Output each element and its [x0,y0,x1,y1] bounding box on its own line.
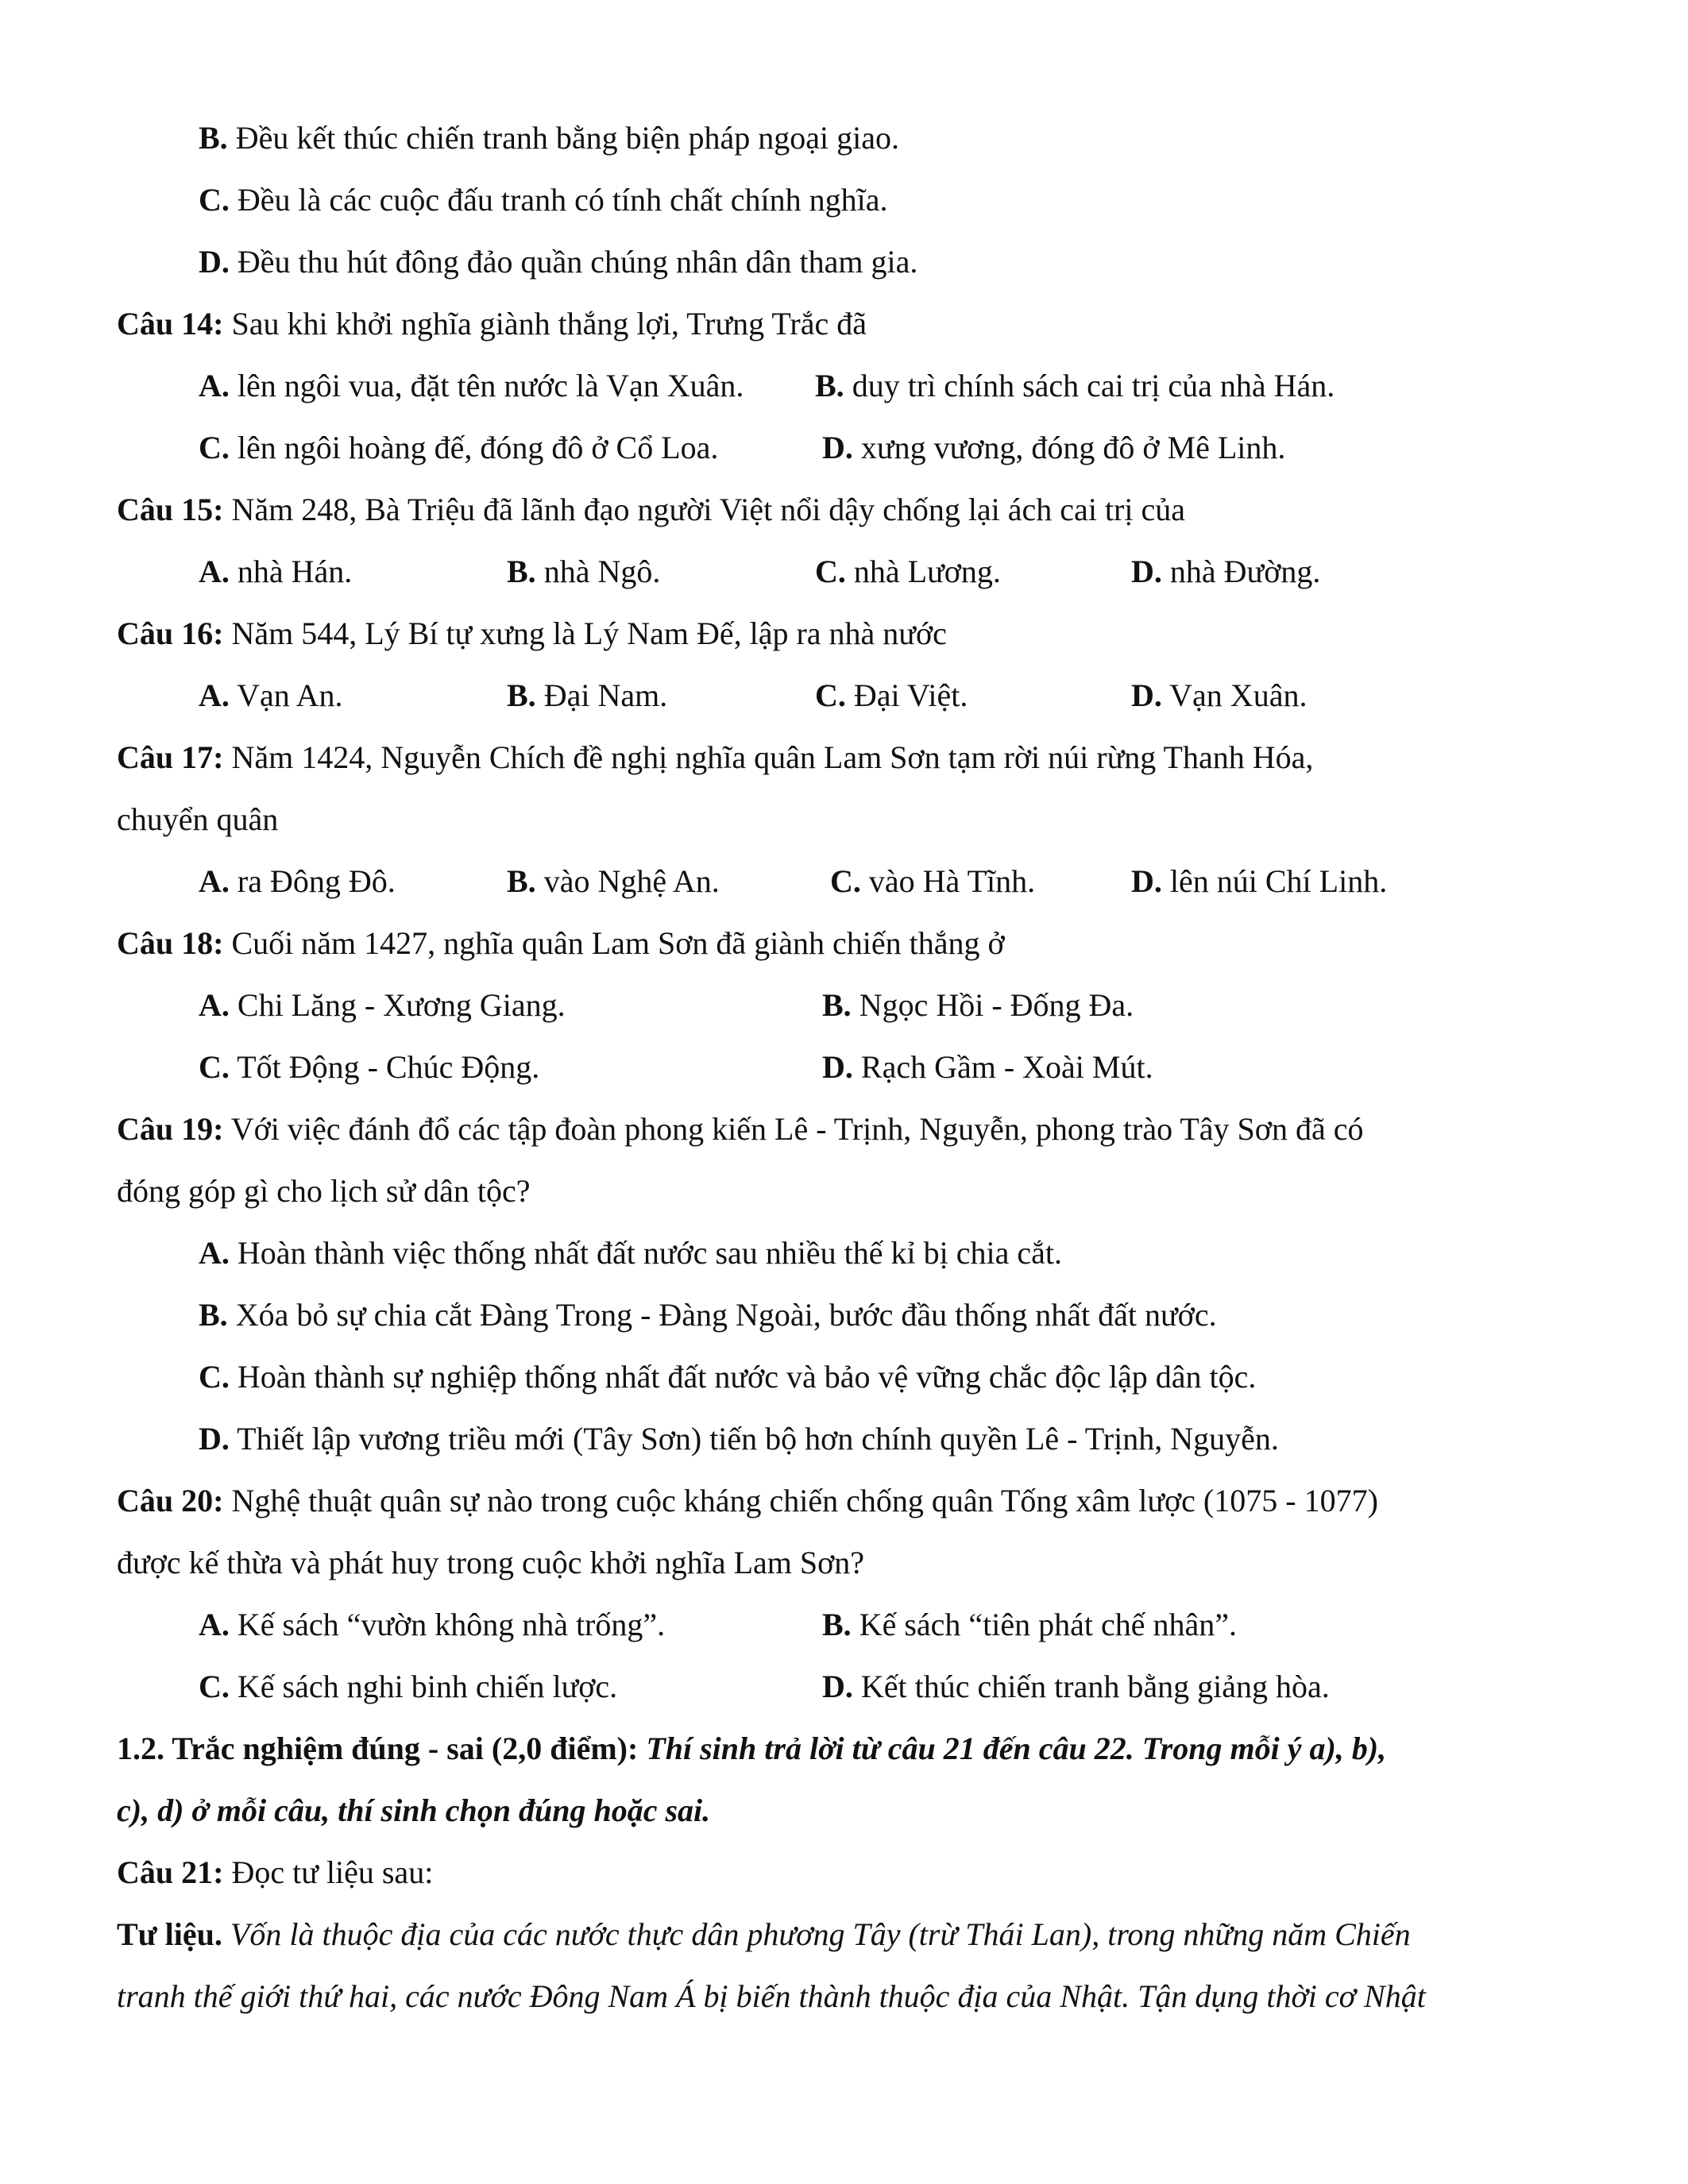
option-letter: A. [199,677,230,713]
option-text: Rạch Gầm - Xoài Mút. [852,1049,1153,1085]
q14-option-a [199,367,744,405]
q19-stem [117,1110,1363,1148]
question-label: Câu 21: [117,1854,224,1890]
q18-option-d [822,1048,1153,1086]
option-text: Xóa bỏ sự chia cắt Đàng Trong - Đàng Ngoài, bước đầu thống nhất đất nước. [227,1297,1217,1333]
option-letter: B. [199,120,228,156]
q17-option-b [507,862,720,901]
q20-stem [117,1482,1378,1520]
option-letter: C. [199,1359,230,1395]
q13-option-d [199,243,917,281]
option-text: nhà Hán. [229,554,353,589]
option-letter: A. [199,1607,230,1642]
option-text: Kế sách “vườn không nhà trống”. [229,1607,666,1642]
question-label: Câu 19: [117,1111,224,1147]
option-letter: B. [507,677,536,713]
question-text: Sau khi khởi nghĩa giành thắng lợi, Trưng Trắc đã [223,306,867,341]
option-text: lên ngôi vua, đặt tên nước là Vạn Xuân. [229,368,744,403]
q18-option-c [199,1048,539,1086]
option-letter: B. [507,863,536,899]
option-text: Chi Lăng - Xương Giang. [229,987,566,1023]
q17-stem-continued [117,801,278,839]
section-instruction: Thí sinh trả lời từ câu 21 đến câu 22. Trong mỗi ý a), b), [638,1731,1387,1766]
q14-option-c [199,429,718,467]
option-letter: C. [199,430,230,465]
option-letter: D. [1131,554,1162,589]
question-label: Câu 14: [117,306,224,341]
question-text: Cuối năm 1427, nghĩa quân Lam Sơn đã giành chiến thắng ở [223,925,1005,961]
question-label: Câu 15: [117,492,224,527]
option-letter: D. [822,1049,853,1085]
q18-option-b [822,986,1134,1024]
option-letter: C. [199,182,230,218]
option-letter: C. [830,863,861,899]
option-letter: C. [815,554,846,589]
question-text: đóng góp gì cho lịch sử dân tộc? [117,1173,531,1209]
option-text: Vạn Xuân. [1161,677,1308,713]
option-text: vào Nghệ An. [535,863,720,899]
q13-option-c [199,181,887,219]
option-text: ra Đông Đô. [229,863,396,899]
option-letter: A. [199,987,230,1023]
section-instruction-continued [117,1792,710,1830]
option-text: Hoàn thành sự nghiệp thống nhất đất nước và bảo vệ vững chắc độc lập dân tộc. [229,1359,1257,1395]
option-letter: D. [822,430,853,465]
option-text: Kế sách “tiên phát chế nhân”. [851,1607,1238,1642]
option-text: Đều thu hút đông đảo quần chúng nhân dân tham gia. [229,244,918,280]
section-title: 1.2. Trắc nghiệm đúng - sai (2,0 điểm): [117,1731,639,1766]
question-text: Đọc tư liệu sau: [223,1854,434,1890]
question-text: Năm 1424, Nguyễn Chích đề nghị nghĩa quân Lam Sơn tạm rời núi rừng Thanh Hóa, [223,739,1314,775]
q19-option-d [199,1420,1279,1458]
option-text: Kế sách nghi binh chiến lược. [229,1669,618,1704]
option-letter: B. [815,368,844,403]
option-letter: A. [199,368,230,403]
q21-source-line-1 [117,1916,1411,1954]
option-text: Ngọc Hồi - Đống Đa. [851,987,1134,1023]
q21-stem [117,1854,433,1892]
option-text: xưng vương, đóng đô ở Mê Linh. [852,430,1286,465]
q16-option-a [199,677,343,715]
q15-option-b [507,553,660,591]
question-text: chuyển quân [117,801,279,837]
option-text: Tốt Động - Chúc Động. [229,1049,540,1085]
q14-stem [117,305,867,343]
option-letter: B. [199,1297,228,1333]
question-label: Câu 20: [117,1483,224,1518]
q19-option-a [199,1234,1062,1272]
q20-option-c [199,1668,617,1706]
option-text: Đều kết thúc chiến tranh bằng biện pháp ngoại giao. [227,120,899,156]
section-heading [117,1730,1386,1768]
question-label: Câu 18: [117,925,224,961]
q15-option-d [1131,553,1320,591]
section-instruction: c), d) ở mỗi câu, thí sinh chọn đúng hoặc sai. [117,1792,711,1828]
question-text: Năm 544, Lý Bí tự xưng là Lý Nam Đế, lập ra nhà nước [223,615,947,651]
option-text: vào Hà Tĩnh. [860,863,1036,899]
q21-source-line-2 [117,1978,1426,2016]
source-text: tranh thế giới thứ hai, các nước Đông Nam Á bị biến thành thuộc địa của Nhật. Tận dụng thời cơ Nhật [117,1978,1426,2014]
option-letter: A. [199,1235,230,1271]
option-letter: D. [1131,677,1162,713]
question-label: Câu 16: [117,615,224,651]
option-letter: D. [199,244,230,280]
q14-option-d [822,429,1285,467]
option-text: duy trì chính sách cai trị của nhà Hán. [844,368,1335,403]
option-text: nhà Lương. [845,554,1001,589]
question-label: Câu 17: [117,739,224,775]
option-text: Kết thúc chiến tranh bằng giảng hòa. [852,1669,1330,1704]
source-text: Vốn là thuộc địa của các nước thực dân phương Tây (trừ Thái Lan), trong những năm Chiến [222,1916,1411,1952]
q18-stem [117,924,1005,963]
q19-stem-continued [117,1172,530,1210]
option-letter: D. [1131,863,1162,899]
q19-option-b [199,1296,1217,1334]
q16-option-d [1131,677,1307,715]
q20-stem-continued [117,1544,864,1582]
q20-option-a [199,1606,665,1644]
option-text: Hoàn thành việc thống nhất đất nước sau nhiều thế kỉ bị chia cắt. [229,1235,1062,1271]
question-text: Năm 248, Bà Triệu đã lãnh đạo người Việt nổi dậy chống lại ách cai trị của [223,492,1185,527]
option-text: Đại Việt. [845,677,968,713]
option-letter: C. [199,1669,230,1704]
source-label: Tư liệu. [117,1916,222,1952]
q17-option-c [830,862,1035,901]
question-text: Với việc đánh đổ các tập đoàn phong kiến Lê - Trịnh, Nguyễn, phong trào Tây Sơn đã có [223,1111,1364,1147]
q20-option-b [822,1606,1237,1644]
option-text: Thiết lập vương triều mới (Tây Sơn) tiến bộ hơn chính quyền Lê - Trịnh, Nguyễn. [229,1421,1279,1457]
option-text: lên ngôi hoàng đế, đóng đô ở Cổ Loa. [229,430,719,465]
q18-option-a [199,986,566,1024]
q16-option-b [507,677,667,715]
q17-option-d [1131,862,1387,901]
option-letter: A. [199,863,230,899]
q15-option-a [199,553,352,591]
option-letter: D. [822,1669,853,1704]
option-letter: C. [199,1049,230,1085]
q14-option-b [815,367,1335,405]
option-text: lên núi Chí Linh. [1161,863,1388,899]
option-text: nhà Đường. [1161,554,1321,589]
q13-option-b [199,119,899,157]
q15-stem [117,491,1185,529]
q20-option-d [822,1668,1330,1706]
option-text: nhà Ngô. [535,554,661,589]
question-text: được kế thừa và phát huy trong cuộc khởi nghĩa Lam Sơn? [117,1545,865,1580]
q16-option-c [815,677,968,715]
option-letter: B. [822,1607,852,1642]
q15-option-c [815,553,1001,591]
option-text: Vạn An. [229,677,343,713]
q19-option-c [199,1358,1256,1396]
q16-stem [117,615,947,653]
question-text: Nghệ thuật quân sự nào trong cuộc kháng chiến chống quân Tống xâm lược (1075 - 1077) [223,1483,1378,1518]
option-text: Đại Nam. [535,677,668,713]
option-letter: D. [199,1421,230,1457]
option-text: Đều là các cuộc đấu tranh có tính chất chính nghĩa. [229,182,888,218]
option-letter: C. [815,677,846,713]
q17-option-a [199,862,396,901]
option-letter: A. [199,554,230,589]
q17-stem [117,739,1313,777]
option-letter: B. [507,554,536,589]
option-letter: B. [822,987,852,1023]
